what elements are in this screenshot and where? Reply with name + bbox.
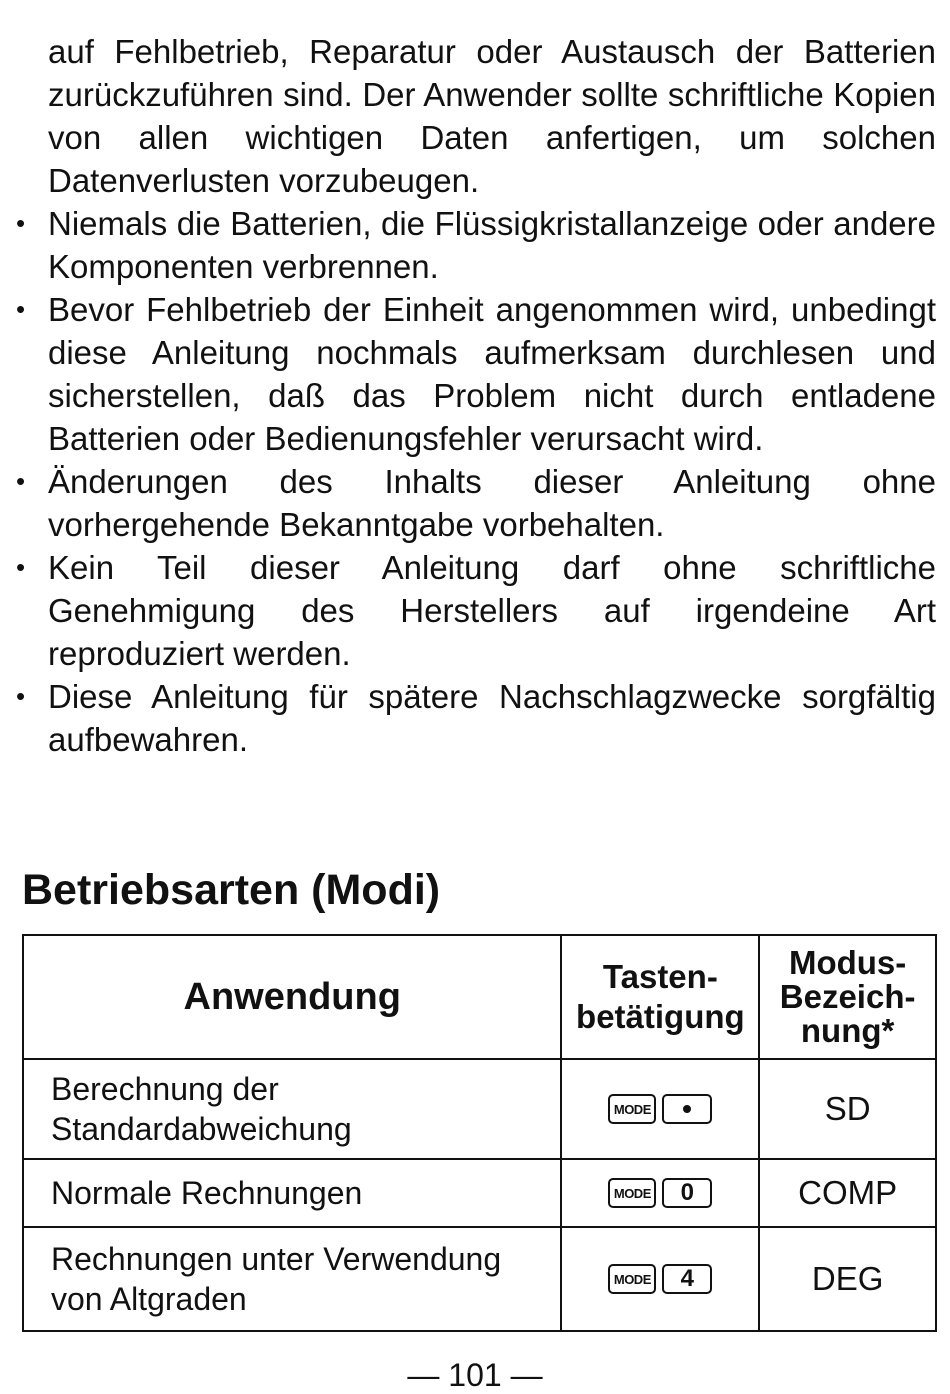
cell-mode: COMP xyxy=(759,1159,936,1227)
header-application xyxy=(23,935,561,1059)
mode-key-icon: MODE xyxy=(608,1178,656,1208)
cell-keys xyxy=(561,1227,759,1331)
intro-paragraph: auf Fehlbetrieb, Reparatur oder Austausch der Batterien zurückzuführen sind. Der Anwender sollte schriftliche Kopien von allen wichtigen Daten anfertigen, um solchen Datenverlusten vorzubeugen. xyxy=(48,33,936,199)
header-keys xyxy=(561,935,759,1059)
header-keys-line2: betätigung xyxy=(576,998,745,1035)
key-sequence xyxy=(608,1094,712,1124)
header-mode-line3: nung* xyxy=(800,1012,895,1049)
cell-application xyxy=(23,1159,561,1227)
bullet-text: Kein Teil dieser Anleitung darf ohne schriftliche Genehmigung des Herstellers auf irgendeine Art reproduziert werden. xyxy=(48,549,936,672)
application-line2: Standardabweichung xyxy=(51,1111,352,1147)
modes-table xyxy=(22,934,937,1332)
table-header-row xyxy=(23,935,936,1059)
manual-text-block xyxy=(0,30,950,761)
header-application-text: Anwendung xyxy=(183,976,401,1018)
key-sequence xyxy=(608,1178,712,1208)
key-sequence xyxy=(608,1264,712,1294)
cell-application xyxy=(23,1227,561,1331)
cell-mode: SD xyxy=(759,1059,936,1159)
cell-mode: DEG xyxy=(759,1227,936,1331)
bullet-text: Änderungen des Inhalts dieser Anleitung ohne vorhergehende Bekanntgabe vorbehalten. xyxy=(48,463,936,543)
header-mode-line1: Modus- xyxy=(788,944,907,981)
cell-application xyxy=(23,1059,561,1159)
header-mode-line2: Bezeich- xyxy=(779,978,916,1015)
table-row xyxy=(23,1059,936,1159)
dot-key-icon xyxy=(662,1094,712,1124)
bullet-text: Diese Anleitung für spätere Nachschlagzwecke sorgfältig aufbewahren. xyxy=(48,678,936,758)
bullet-dot-icon: • xyxy=(16,552,26,582)
mode-key-icon: MODE xyxy=(608,1264,656,1294)
bullet-text: Niemals die Batterien, die Flüssigkristallanzeige oder andere Komponenten verbrennen. xyxy=(48,205,936,285)
application-line2: von Altgraden xyxy=(51,1281,247,1317)
digit-key-icon: 4 xyxy=(662,1264,712,1294)
page-number: — 101 — xyxy=(407,1357,543,1393)
header-mode xyxy=(759,935,936,1059)
cell-keys xyxy=(561,1159,759,1227)
section-title: Betriebsarten (Modi) xyxy=(22,866,441,914)
bullet-text: Bevor Fehlbetrieb der Einheit angenommen wird, unbedingt diese Anleitung nochmals aufmerksam durchlesen und sicherstellen, daß das Problem nicht durch entladene Batterien oder Bedienungsfehler verursacht wird. xyxy=(48,291,936,457)
header-keys-line1: Tasten- xyxy=(602,958,718,995)
bullet-dot-icon: • xyxy=(16,466,26,496)
mode-key-icon: MODE xyxy=(608,1094,656,1124)
bullet-dot-icon: • xyxy=(16,681,26,711)
bullet-item-1 xyxy=(0,202,950,288)
bullet-item-2 xyxy=(0,288,950,460)
table-row xyxy=(23,1159,936,1227)
bullet-dot-icon: • xyxy=(16,208,26,238)
table-row xyxy=(23,1227,936,1331)
digit-key-icon: 0 xyxy=(662,1178,712,1208)
dot-icon xyxy=(683,1105,691,1113)
application-line1: Normale Rechnungen xyxy=(51,1175,363,1211)
bullet-item-5 xyxy=(0,675,950,761)
application-line1: Rechnungen unter Verwendung xyxy=(51,1241,502,1277)
bullet-item-4 xyxy=(0,546,950,675)
bullet-dot-icon: • xyxy=(16,294,26,324)
cell-keys xyxy=(561,1059,759,1159)
application-line1: Berechnung der xyxy=(51,1071,279,1107)
bullet-item-3 xyxy=(0,460,950,546)
